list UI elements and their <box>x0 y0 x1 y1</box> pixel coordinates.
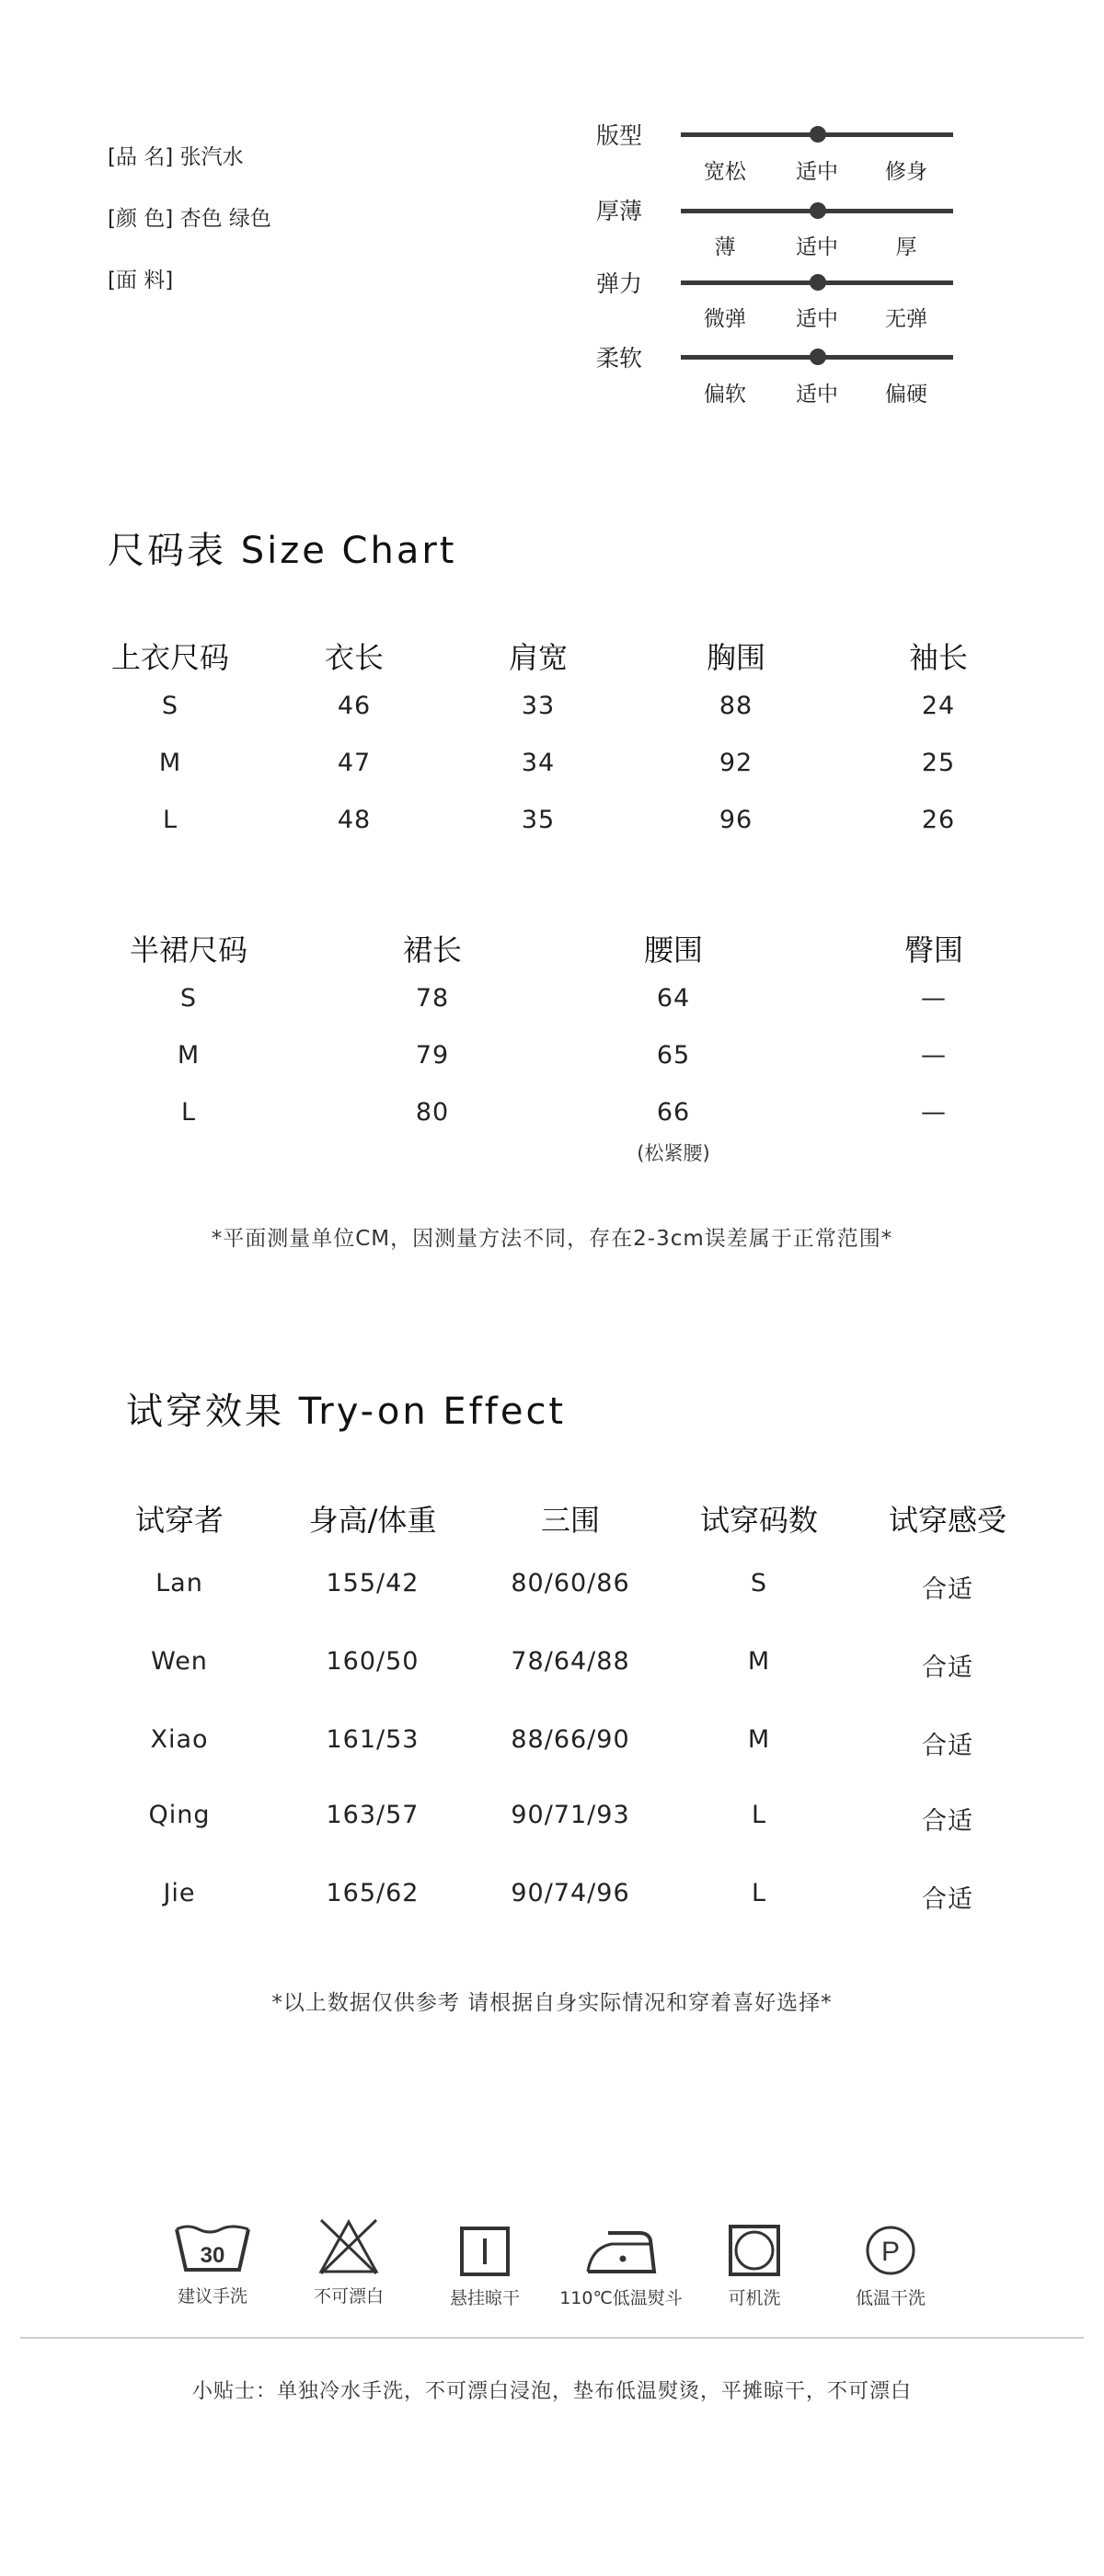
table-cell: S <box>161 692 179 720</box>
care-label: 可机洗 <box>728 2288 781 2308</box>
attr-option: 厚 <box>895 235 917 259</box>
table-cell: 64 <box>656 984 691 1013</box>
table-header: 身高/体重 <box>308 1503 437 1538</box>
table-cell: 48 <box>337 806 372 834</box>
no-bleach-icon <box>314 2216 384 2275</box>
table-cell: 46 <box>337 692 372 720</box>
table-cell: 88 <box>719 692 753 720</box>
table-header: 胸围 <box>706 640 765 675</box>
attr-option: 宽松 <box>704 160 746 184</box>
table-cell: 33 <box>521 692 556 720</box>
attr-option: 适中 <box>796 160 838 184</box>
wash-temp-text: 30 <box>200 2243 225 2268</box>
table-cell: 155/42 <box>326 1569 420 1597</box>
table-cell: Jie <box>163 1879 196 1907</box>
tryon-title: 试穿效果 Try-on Effect <box>126 1391 567 1433</box>
table-cell: L <box>751 1801 767 1829</box>
table-cell: L <box>162 806 178 834</box>
table-cell: 合适 <box>922 1654 973 1682</box>
table-header: 半裙尺码 <box>129 933 247 967</box>
table-cell: 47 <box>337 749 372 777</box>
care-label: 110℃低温熨斗 <box>559 2288 683 2308</box>
table-cell: — <box>921 984 947 1013</box>
table-cell: 合适 <box>922 1807 973 1836</box>
tumble-dry-icon <box>728 2224 781 2277</box>
low-iron-icon <box>584 2227 658 2277</box>
table-cell: 35 <box>521 806 556 834</box>
care-label: 悬挂晾干 <box>449 2288 520 2308</box>
table-cell: 78 <box>415 984 450 1013</box>
care-label: 低温干洗 <box>855 2288 926 2308</box>
attr-option: 偏软 <box>704 383 746 406</box>
table-cell: S <box>179 984 198 1013</box>
table-cell: 65 <box>656 1041 691 1070</box>
table-cell: 78/64/88 <box>511 1647 630 1676</box>
table-cell: M <box>747 1725 771 1754</box>
table-cell: — <box>921 1098 947 1127</box>
table-cell: 34 <box>521 749 556 777</box>
care-item-iron <box>552 2227 690 2309</box>
attr-option: 偏硬 <box>885 383 927 406</box>
table-cell: 79 <box>415 1041 450 1070</box>
care-divider <box>20 2337 1084 2339</box>
care-item-dry-clean <box>822 2224 960 2309</box>
attr-marker-softness <box>810 349 826 365</box>
attr-marker-thickness <box>810 202 826 219</box>
table-header: 腰围 <box>643 933 703 967</box>
waist-note: (松紧腰) <box>637 1142 710 1164</box>
table-cell: 161/53 <box>326 1725 420 1754</box>
table-cell: 合适 <box>922 1885 973 1914</box>
table-cell: 163/57 <box>326 1801 420 1829</box>
care-label: 建议手洗 <box>177 2286 247 2307</box>
product-name: [品 名] 张汽水 <box>108 145 244 169</box>
table-header: 三围 <box>540 1503 600 1538</box>
table-cell: 合适 <box>922 1575 973 1604</box>
table-header: 试穿感受 <box>888 1503 1006 1538</box>
tryon-note: *以上数据仅供参考 请根据自身实际情况和穿着喜好选择* <box>271 1991 833 2015</box>
attr-label-stretch: 弹力 <box>596 270 643 297</box>
care-item-hand-wash <box>144 2224 282 2307</box>
table-cell: 88/66/90 <box>511 1725 630 1754</box>
attr-label-fit: 版型 <box>596 122 643 149</box>
table-cell: 24 <box>921 692 956 720</box>
care-item-hang-dry <box>416 2226 554 2309</box>
table-header: 肩宽 <box>508 640 568 675</box>
table-cell: 96 <box>719 806 753 834</box>
care-item-no-bleach <box>280 2216 418 2307</box>
attr-option: 修身 <box>885 160 927 184</box>
attr-marker-fit <box>810 126 826 143</box>
table-cell: Qing <box>148 1801 211 1829</box>
table-cell: L <box>751 1879 767 1907</box>
table-header: 裙长 <box>402 933 462 967</box>
table-header: 臀围 <box>903 933 963 967</box>
table-cell: 90/74/96 <box>511 1879 630 1907</box>
attr-label-softness: 柔软 <box>596 345 643 372</box>
table-header: 衣长 <box>324 640 384 675</box>
table-cell: — <box>921 1041 947 1070</box>
attr-option: 适中 <box>796 383 838 406</box>
table-cell: M <box>747 1647 771 1676</box>
table-cell: 80 <box>415 1098 450 1127</box>
table-cell: 26 <box>921 806 956 834</box>
table-cell: Xiao <box>150 1725 209 1754</box>
measurement-note: *平面测量单位CM，因测量方法不同，存在2-3cm误差属于正常范围* <box>211 1227 893 1251</box>
care-tip: 小贴士：单独冷水手洗，不可漂白浸泡，垫布低温熨烫，平摊晾干，不可漂白 <box>191 2380 912 2403</box>
hand-wash-30-icon <box>173 2224 252 2275</box>
table-cell: Lan <box>155 1569 203 1597</box>
table-header: 试穿码数 <box>699 1503 818 1538</box>
table-cell: M <box>177 1041 201 1070</box>
attr-option: 微弹 <box>704 307 746 331</box>
table-cell: 165/62 <box>326 1879 420 1907</box>
attr-option: 适中 <box>796 235 838 259</box>
care-label: 不可漂白 <box>313 2286 384 2307</box>
attr-label-thickness: 厚薄 <box>596 198 643 224</box>
table-header: 上衣尺码 <box>110 640 229 675</box>
table-cell: 80/60/86 <box>511 1569 630 1597</box>
product-color: [颜 色] 杏色 绿色 <box>108 207 271 231</box>
attr-option: 无弹 <box>885 307 927 331</box>
table-cell: 90/71/93 <box>511 1801 630 1829</box>
attr-marker-stretch <box>810 274 826 291</box>
table-cell: S <box>750 1569 768 1597</box>
size-chart-title: 尺码表 Size Chart <box>108 530 457 572</box>
table-cell: 160/50 <box>326 1647 420 1676</box>
table-cell: 92 <box>719 749 753 777</box>
hang-dry-icon <box>459 2226 511 2277</box>
product-fabric: [面 料] <box>108 269 174 292</box>
table-header: 试穿者 <box>134 1503 224 1538</box>
attr-option: 薄 <box>714 235 736 259</box>
table-cell: 合适 <box>922 1732 973 1760</box>
table-cell: 66 <box>656 1098 691 1127</box>
table-cell: 25 <box>921 749 956 777</box>
table-header: 袖长 <box>908 640 968 675</box>
attr-option: 适中 <box>796 307 838 331</box>
table-cell: M <box>158 749 182 777</box>
table-cell: Wen <box>151 1647 208 1676</box>
dry-clean-p-icon <box>864 2224 917 2277</box>
table-cell: L <box>180 1098 197 1127</box>
dry-clean-letter: P <box>880 2237 901 2267</box>
care-item-machine-wash <box>685 2224 823 2309</box>
